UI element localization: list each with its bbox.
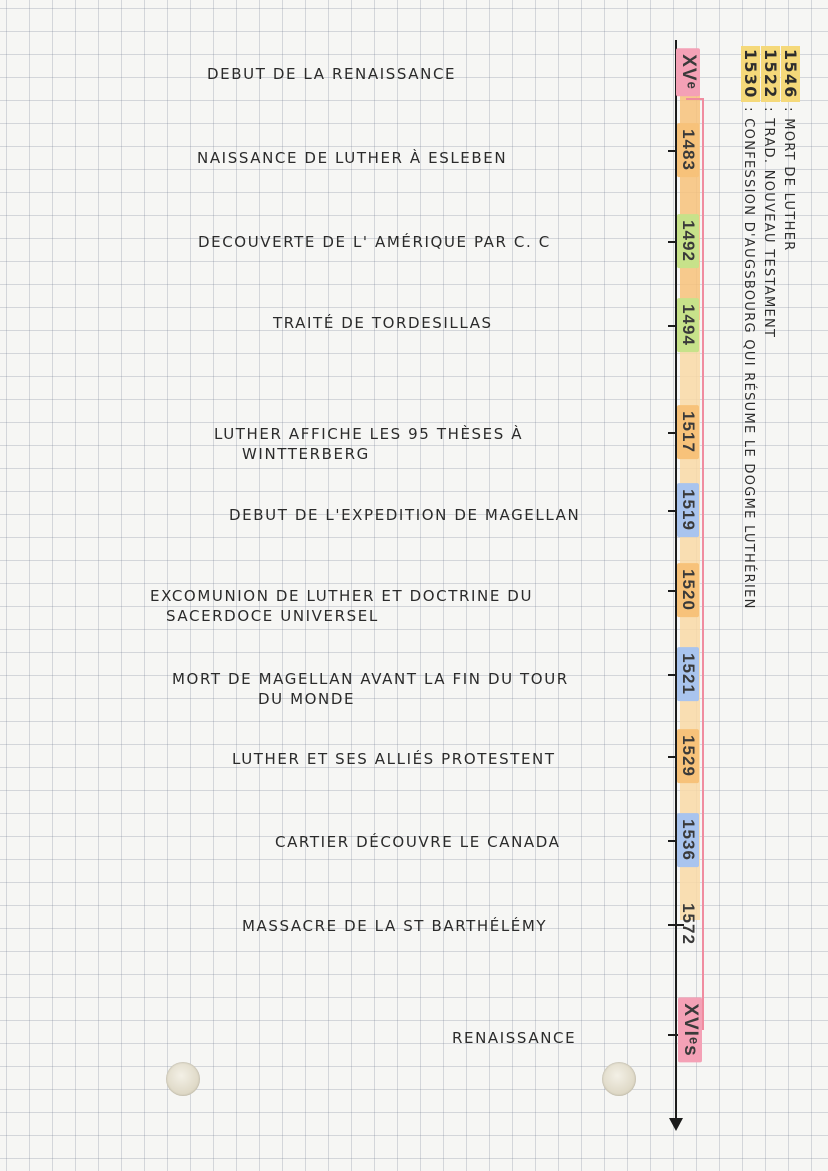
event-text: EXCOMUNION DE LUTHER ET DOCTRINE DU <box>150 587 534 605</box>
year-label: 1492 <box>677 214 699 268</box>
event-saint-barthelemy <box>242 916 547 936</box>
event-naissance-luther <box>197 148 507 168</box>
pink-marker-line <box>702 100 704 1030</box>
annotation-trad-nouveau-testament: 1522 : TRAD. NOUVEAU TESTAMENT <box>761 46 780 338</box>
event-debut-renaissance <box>207 64 456 84</box>
event-text: MORT DE MAGELLAN AVANT LA FIN DU TOUR <box>172 670 569 688</box>
binder-hole-left <box>166 1062 200 1096</box>
event-text: DEBUT DE LA RENAISSANCE <box>207 65 457 83</box>
event-text: TRAITÉ DE TORDESILLAS <box>273 314 493 332</box>
event-luther-protestent <box>232 749 556 769</box>
event-text-line2: DU MONDE <box>258 690 356 708</box>
annotation-confession-augsbourg: 1530 : CONFESSION D'AUGSBOURG QUI RÉSUME LE DOGME LUTHÉRIEN <box>741 46 760 610</box>
year-label: 1529 <box>677 729 699 783</box>
year-label: 1494 <box>677 298 699 352</box>
pink-marker-line-top <box>686 98 704 100</box>
event-text: LUTHER AFFICHE LES 95 THÈSES À <box>214 425 524 443</box>
century-label-end: XVIᵉs <box>678 997 702 1062</box>
event-expedition-magellan <box>229 505 580 525</box>
event-text: DECOUVERTE DE L' AMÉRIQUE PAR C. C <box>198 233 551 251</box>
century-label-start: XVᵉ <box>676 48 700 96</box>
annotation-mort-luther: 1546 : MORT DE LUTHER <box>781 46 800 252</box>
year-label: 1536 <box>677 813 699 867</box>
event-95-theses <box>214 424 523 464</box>
event-decouverte-amerique <box>198 232 551 252</box>
event-text: NAISSANCE DE LUTHER À ESLEBEN <box>197 149 508 167</box>
arrow-down-icon <box>669 1118 683 1131</box>
event-traite-tordesillas <box>273 313 493 333</box>
binder-hole-right <box>602 1062 636 1096</box>
event-renaissance <box>452 1028 576 1048</box>
event-text: MASSACRE DE LA ST BARTHÉLÉMY <box>242 917 548 935</box>
year-label: 1521 <box>677 647 699 701</box>
year-label: 1520 <box>677 563 699 617</box>
event-mort-magellan <box>172 669 569 709</box>
event-text-line2: WINTTERBERG <box>242 445 370 463</box>
event-text: CARTIER DÉCOUVRE LE CANADA <box>275 833 561 851</box>
event-text-line2: SACERDOCE UNIVERSEL <box>166 607 379 625</box>
year-label: 1517 <box>677 405 699 459</box>
event-text: DEBUT DE L'EXPEDITION DE MAGELLAN <box>229 506 581 524</box>
year-label: 1483 <box>677 123 699 177</box>
year-label: 1572 <box>679 903 698 945</box>
event-cartier-canada <box>275 832 561 852</box>
event-text: LUTHER ET SES ALLIÉS PROTESTENT <box>232 750 556 768</box>
event-text: RENAISSANCE <box>452 1029 577 1047</box>
year-label: 1519 <box>677 483 699 537</box>
event-excomunion-luther <box>150 586 533 626</box>
